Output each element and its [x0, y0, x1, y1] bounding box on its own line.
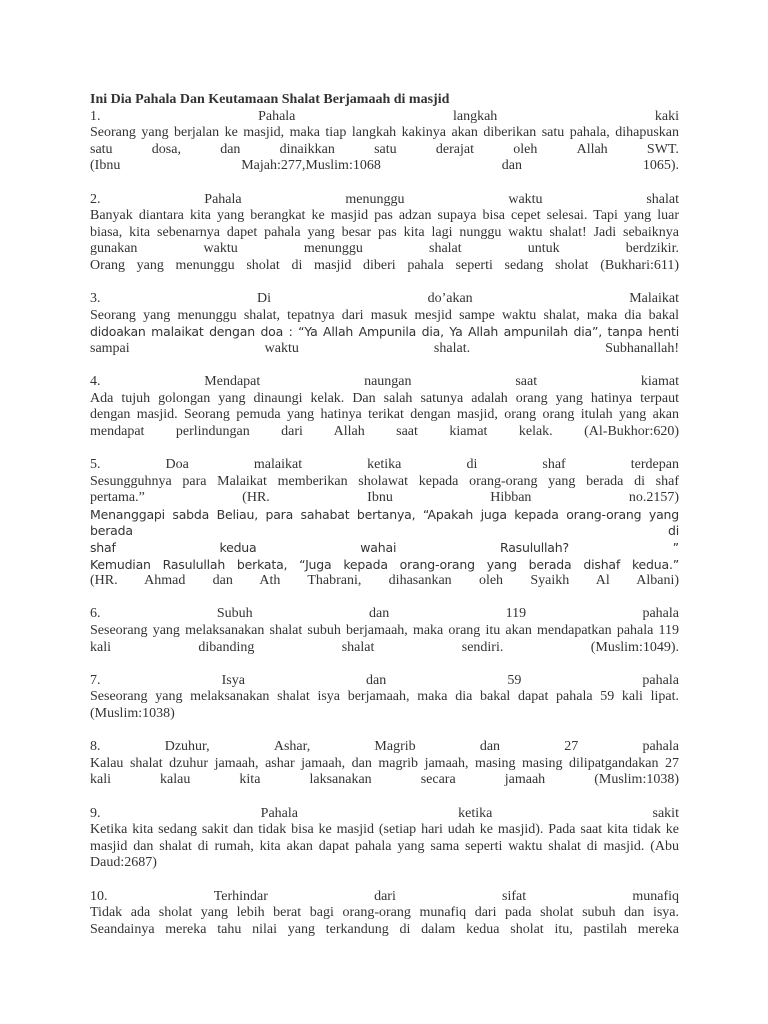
section-4 [90, 374, 679, 440]
line-word: gunakan [90, 241, 138, 257]
heading-word: naungan [364, 374, 412, 390]
line-word: Rasulullah? [500, 540, 569, 556]
body-line: kali dibanding shalat sendiri. (Muslim:1049). [90, 639, 679, 655]
heading-word: 4. [90, 374, 101, 390]
section-heading [90, 109, 679, 126]
heading-word: Mendapat [204, 374, 261, 390]
heading-word: ketika [458, 805, 493, 821]
section-8 [90, 739, 679, 789]
body-line: Tidak ada sholat yang lebih berat bagi orang-orang munafiq dari pada sholat subuh dan isya. [90, 905, 679, 921]
heading-word: Pahala [204, 191, 242, 207]
line-word: no.2157) [628, 490, 679, 506]
heading-word: 1. [90, 108, 101, 124]
section-9 [90, 806, 679, 872]
body-line: Sesungguhnya para Malaikat memberikan sholawat kepada orang-orang yang berada di shaf [90, 473, 679, 489]
heading-word: 27 [564, 739, 579, 755]
line-word: (HR. [242, 490, 270, 506]
heading-word: 6. [90, 606, 101, 622]
heading-word: pahala [642, 672, 679, 688]
body-line: Ada tujuh golongan yang dinaungi kelak. Dan salah satunya adalah orang yang hatinya terpaut [90, 390, 679, 406]
heading-word: Ashar, [273, 739, 311, 755]
line-word: Allah [576, 141, 608, 157]
body-line: Menanggapi sabda Beliau, para sahabat bertanya, “Apakah juga kepada orang-orang yang berada di [90, 506, 679, 539]
heading-word: do’akan [427, 291, 473, 307]
body-line: biasa, kita sebenarnya dapet pahala yang besar pas kita lagi nunggu waktu shalat! Jadi sebaiknya [90, 224, 679, 240]
document-page [90, 92, 679, 955]
line-word: dan [220, 141, 241, 157]
section-heading [90, 673, 679, 690]
line-word: shalat [429, 241, 462, 257]
body-line: Seorang yang berjalan ke masjid, maka tiap langkah kakinya akan diberikan satu pahala, dihapuskan [90, 125, 679, 141]
section-10 [90, 889, 679, 939]
heading-word: dan [369, 606, 390, 622]
body-line: Ketika kita sedang sakit dan tidak bisa ke masjid (setiap hari udah ke masjid). Pada saat kita tidak ke [90, 822, 679, 838]
heading-word: dari [374, 888, 396, 904]
line-word: shaf [90, 540, 116, 556]
body-line: masjid dan shalat di rumah, kita akan dapat pahala yang sama seperti waktu shalat di masjid. (Abu [90, 838, 679, 854]
body-line: Orang yang menunggu sholat di masjid diberi pahala seperti sedang sholat (Bukhari:611) [90, 257, 679, 273]
line-word: menunggu [303, 241, 363, 257]
heading-word: di [466, 457, 478, 473]
body-line: Kemudian Rasulullah berkata, “Juga kepada orang-orang yang berada dishaf kedua.” [90, 556, 679, 572]
document-body [90, 109, 679, 939]
body-line: Seandainya mereka tahu nilai yang terkandung di dalam kedua sholat itu, pastilah mereka [90, 921, 679, 937]
line-word: kedua [219, 540, 257, 556]
heading-word: 10. [90, 888, 108, 904]
body-line: (Muslim:1038) [90, 705, 175, 721]
section-heading [90, 806, 679, 823]
heading-word: 119 [505, 606, 527, 622]
section-heading [90, 889, 679, 906]
section-heading [90, 739, 679, 756]
heading-word: dan [366, 672, 387, 688]
heading-word: sakit [652, 805, 679, 821]
heading-word: 8. [90, 739, 101, 755]
heading-word: munafiq [632, 888, 679, 904]
section-2 [90, 192, 679, 275]
body-line [90, 540, 679, 557]
body-line: dengan masjid. Seorang pemuda yang hatinya terikat dengan masjid, orang orang itulah yang akan [90, 407, 679, 423]
heading-word: 59 [507, 672, 522, 688]
section-3 [90, 291, 679, 357]
heading-word: Pahala [258, 108, 296, 124]
section-6 [90, 606, 679, 656]
section-heading [90, 457, 679, 474]
section-heading [90, 374, 679, 391]
body-line: Banyak diantara kita yang berangkat ke masjid pas adzan supaya bisa cepet selesai. Tapi yang luar [90, 208, 679, 224]
line-word: berdzikir. [625, 241, 679, 257]
heading-word: 7. [90, 672, 101, 688]
line-word: dinaikkan [279, 141, 335, 157]
body-line: Seseorang yang melaksanakan shalat subuh berjamaah, maka orang itu akan mendapatkan pahala 119 [90, 623, 679, 638]
body-line: didoakan malaikat dengan doa : “Ya Allah Ampunila dia, Ya Allah ampunilah dia”, tanpa henti [90, 324, 679, 340]
heading-word: 9. [90, 805, 101, 821]
heading-word: pahala [642, 739, 679, 755]
heading-word: Subuh [216, 606, 253, 622]
heading-word: Di [257, 291, 272, 307]
body-line: mendapat perlindungan dari Allah saat kiamat kelak. (Al-Bukhor:620) [90, 423, 679, 439]
line-word: waktu [203, 241, 238, 257]
line-word: dosa, [151, 141, 181, 157]
line-word: untuk [527, 241, 560, 257]
line-word: satu [374, 141, 397, 157]
heading-word: 3. [90, 291, 101, 307]
heading-word: shalat [646, 191, 679, 207]
heading-word: ketika [367, 457, 402, 473]
line-word: derajat [435, 141, 474, 157]
section-7 [90, 673, 679, 723]
heading-word: malaikat [253, 457, 303, 473]
body-line: (HR. Ahmad dan Ath Thabrani, dihasankan oleh Syaikh Al Albani) [90, 573, 679, 589]
heading-word: 2. [90, 191, 101, 207]
heading-word: pahala [642, 606, 679, 622]
section-5 [90, 457, 679, 590]
line-word: wahai [360, 540, 397, 556]
line-word: ” [672, 540, 679, 556]
body-line: Seseorang yang melaksanakan shalat isya berjamaah, maka dia bakal dapat pahala 59 kali lipat. [90, 689, 679, 705]
heading-word: kaki [654, 108, 679, 124]
heading-word: 5. [90, 457, 101, 473]
line-word: Ibnu [367, 490, 393, 506]
heading-word: Isya [221, 672, 245, 688]
body-line: Seorang yang menunggu shalat, tepatnya dari masuk mesjid sampe waktu shalat, maka dia bakal [90, 307, 679, 323]
line-word: SWT. [646, 141, 679, 157]
document-title: Ini Dia Pahala Dan Keutamaan Shalat Berjamaah di masjid [90, 92, 450, 107]
line-word: pertama.” [90, 490, 145, 506]
body-line [90, 142, 679, 159]
heading-word: kiamat [640, 374, 679, 390]
heading-word: Dzuhur, [164, 739, 210, 755]
body-line: Kalau shalat dzuhur jamaah, ashar jamaah, dan magrib jamaah, masing masing dilipatgandakan 27 [90, 755, 679, 771]
heading-word: Malaikat [629, 291, 679, 307]
line-word: oleh [513, 141, 538, 157]
body-line: kali kalau kita laksanakan secara jamaah (Muslim:1038) [90, 772, 679, 788]
heading-word: Terhindar [213, 888, 268, 904]
body-line: (Ibnu Majah:277,Muslim:1068 dan 1065). [90, 158, 679, 174]
body-line: Daud:2687) [90, 855, 157, 871]
heading-word: sifat [502, 888, 527, 904]
heading-word: dan [479, 739, 501, 755]
section-heading [90, 291, 679, 308]
heading-word: menunggu [345, 191, 405, 207]
heading-word: terdepan [630, 457, 679, 473]
section-heading [90, 606, 679, 623]
heading-word: waktu [508, 191, 543, 207]
body-line [90, 490, 679, 507]
body-line: sampai waktu shalat. Subhanallah! [90, 340, 679, 356]
line-word: satu [90, 141, 113, 157]
body-line [90, 241, 679, 258]
section-heading [90, 192, 679, 209]
heading-word: shaf [542, 457, 566, 473]
heading-word: langkah [452, 108, 498, 124]
section-1 [90, 109, 679, 175]
heading-word: Pahala [260, 805, 298, 821]
line-word: Hibban [490, 490, 532, 506]
heading-word: Magrib [374, 739, 416, 755]
heading-word: saat [515, 374, 538, 390]
heading-word: Doa [165, 457, 189, 473]
